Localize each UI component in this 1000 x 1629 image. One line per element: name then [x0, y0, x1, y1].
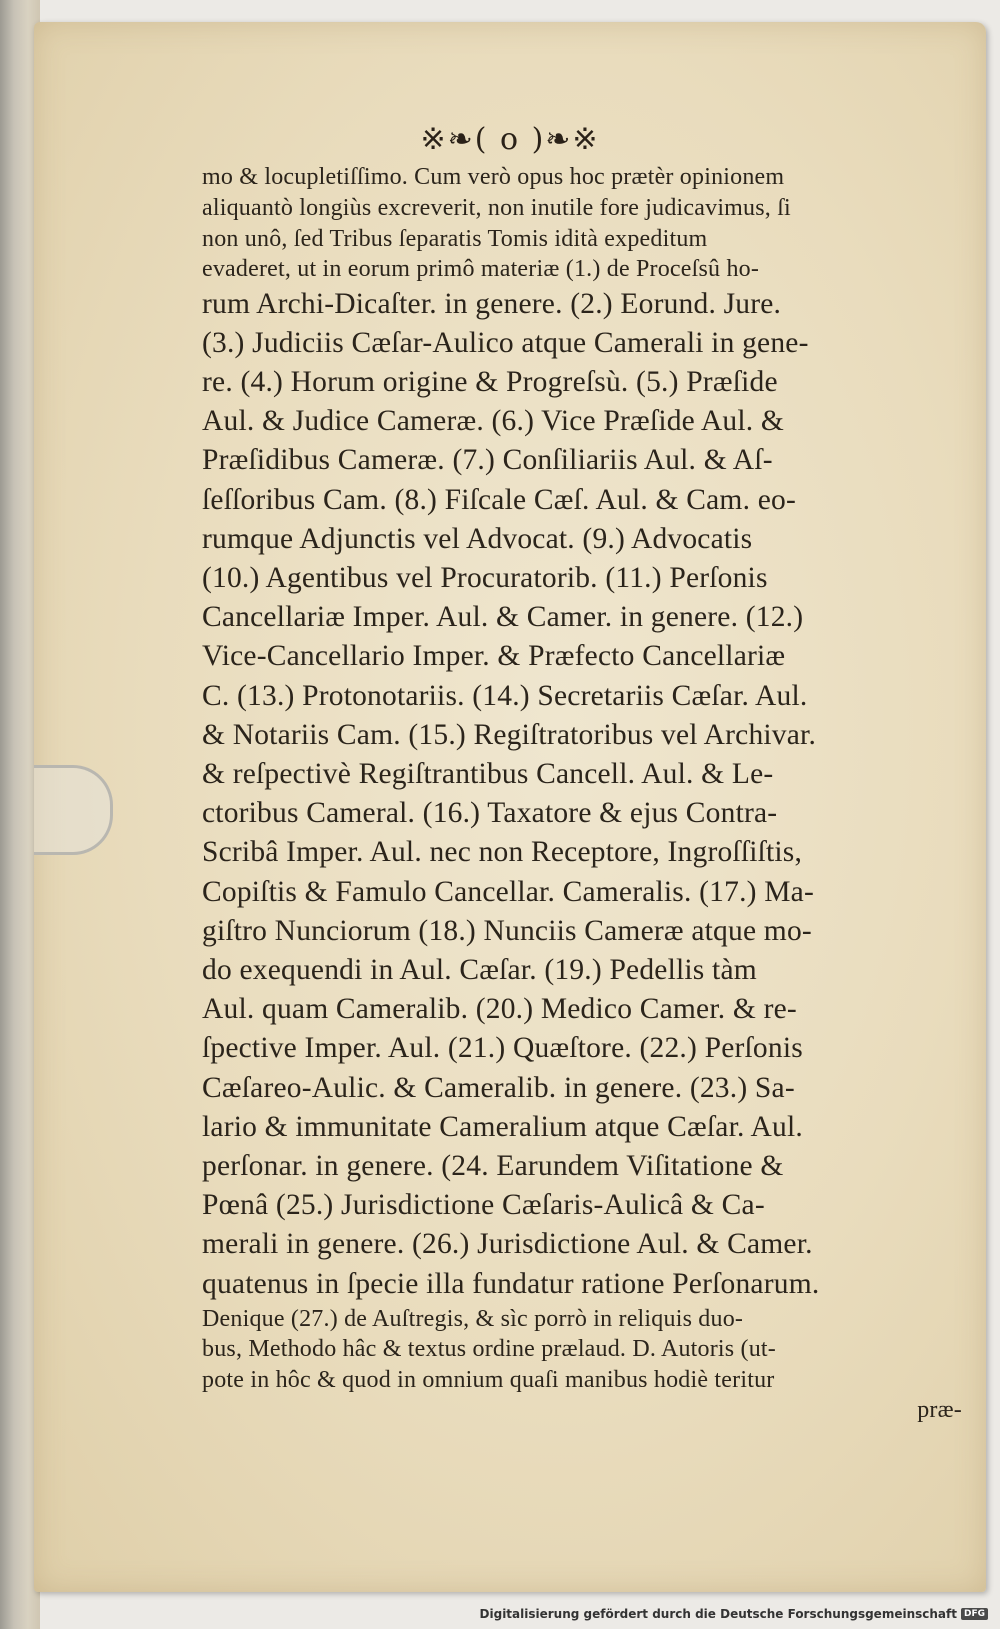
body-text — [202, 162, 972, 1426]
text-line: pote in hôc & quod in omnium quaſi manibus hodiè teritur — [202, 1366, 775, 1393]
text-line: Aul. quam Cameralib. (20.) Medico Camer. & re- — [202, 993, 797, 1026]
text-line: Copiſtis & Famulo Cancellar. Cameralis. (17.) Ma- — [202, 875, 814, 908]
footer-text: Digitalisierung gefördert durch die Deutsche Forschungsgemeinschaft — [479, 1607, 957, 1621]
text-line: lario & immunitate Cameralium atque Cæſar. Aul. — [202, 1110, 803, 1143]
text-line: & Notariis Cam. (15.) Regiſtratoribus vel Archivar. — [202, 718, 817, 751]
text-line: Vice-Cancellario Imper. & Præfecto Cancellariæ — [202, 640, 786, 673]
paper-clip — [34, 765, 113, 855]
text-line: Denique (27.) de Auſtregis, & sìc porrò in reliquis duo- — [202, 1305, 744, 1332]
text-line: perſonar. in genere. (24. Earundem Viſitatione & — [202, 1149, 784, 1182]
text-line: rum Archi-Dicaſter. in genere. (2.) Eorund. Jure. — [202, 287, 782, 320]
text-line: aliquantò longiùs excreverit, non inutile fore judicavimus, ſi — [202, 195, 791, 221]
text-line: re. (4.) Horum origine & Progreſsù. (5.) Præſide — [202, 365, 778, 398]
text-line: non unô, ſed Tribus ſeparatis Tomis idità expeditum — [202, 225, 708, 252]
text-line: bus, Methodo hâc & textus ordine prælaud. D. Autoris (ut- — [202, 1336, 776, 1363]
text-line: C. (13.) Protonotariis. (14.) Secretariis Cæſar. Aul. — [202, 679, 808, 712]
text-line: Aul. & Judice Cameræ. (6.) Vice Præſide Aul. & — [202, 405, 785, 438]
text-line: ctoribus Cameral. (16.) Taxatore & ejus Contra- — [202, 797, 778, 830]
text-line: & reſpectivè Regiſtrantibus Cancell. Aul. & Le- — [202, 757, 774, 790]
text-line: Præſidibus Cameræ. (7.) Conſiliariis Aul. & Aſ- — [202, 444, 773, 477]
header-ornament: ※❧( o )❧※ — [420, 122, 600, 157]
text-line: (3.) Judiciis Cæſar-Aulico atque Camerali in gene- — [202, 326, 809, 359]
text-line: Scribâ Imper. Aul. nec non Receptore, Ingroſſiſtis, — [202, 836, 803, 869]
text-line: Cancellariæ Imper. Aul. & Camer. in genere. (12.) — [202, 601, 804, 634]
text-line: Cæſareo-Aulic. & Cameralib. in genere. (23.) Sa- — [202, 1071, 795, 1104]
text-line: rumque Adjunctis vel Advocat. (9.) Advocatis — [202, 522, 753, 555]
dfg-logo: DFG — [961, 1608, 988, 1620]
text-line: do exequendi in Aul. Cæſar. (19.) Pedellis tàm — [202, 953, 757, 986]
text-line: mo & locupletiſſimo. Cum verò opus hoc prætèr opinionem — [202, 164, 785, 190]
text-line: præ- — [917, 1397, 962, 1424]
text-line: (10.) Agentibus vel Procuratorib. (11.) Perſonis — [202, 561, 768, 594]
text-line: quatenus in ſpecie illa fundatur ratione Perſonarum. — [202, 1267, 820, 1300]
digitization-footer — [480, 1607, 988, 1621]
book-page — [34, 22, 986, 1592]
text-line: merali in genere. (26.) Jurisdictione Aul. & Camer. — [202, 1228, 813, 1261]
text-line: ſeſſoribus Cam. (8.) Fiſcale Cæſ. Aul. & Cam. eo- — [202, 483, 796, 516]
text-line: evaderet, ut in eorum primô materiæ (1.) de Proceſsû ho- — [202, 256, 760, 282]
text-line: Pœnâ (25.) Jurisdictione Cæſaris-Aulicâ & Ca- — [202, 1189, 765, 1222]
text-line: ſpective Imper. Aul. (21.) Quæſtore. (22.) Perſonis — [202, 1032, 803, 1065]
text-line: giſtro Nunciorum (18.) Nunciis Cameræ atque mo- — [202, 914, 812, 947]
